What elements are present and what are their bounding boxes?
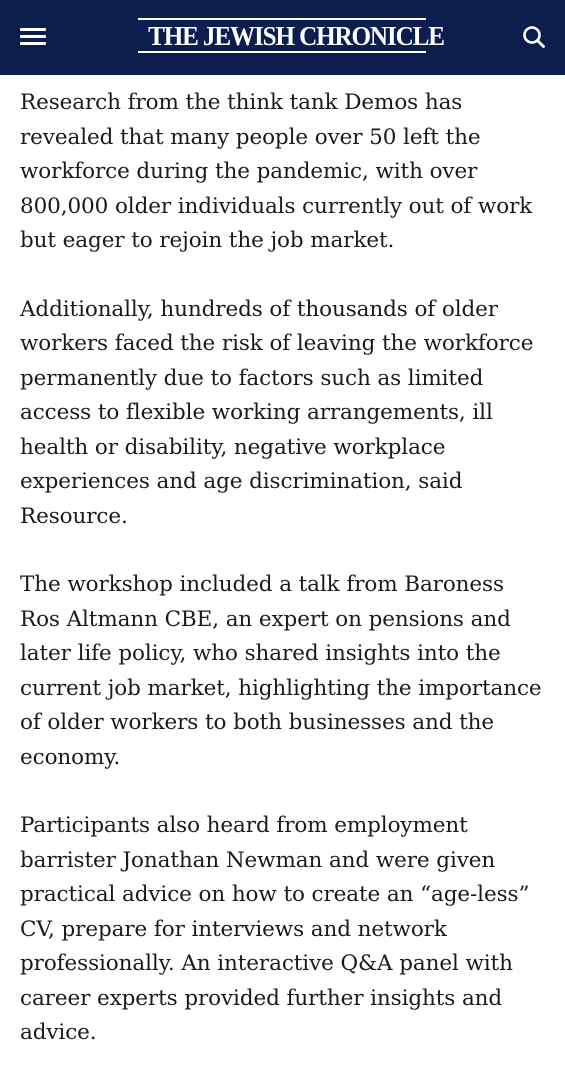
article-paragraph: Additionally, hundreds of thousands of older workers faced the risk of leaving the workforce permanently due to factors such as limited access to flexible working arrangements, ill health or disability, negative workplace experiences and age discrimination, said Resource. bbox=[20, 296, 534, 529]
menu-bar bbox=[20, 35, 46, 38]
menu-bar bbox=[20, 28, 46, 31]
site-logo[interactable] bbox=[138, 17, 444, 57]
logo-bottom-rule bbox=[138, 51, 426, 53]
hamburger-menu-icon[interactable] bbox=[20, 25, 47, 47]
logo-text: THE JEWISH CHRONICLE bbox=[148, 21, 444, 51]
article-paragraph: Participants also heard from employment barrister Jonathan Newman and were given practical advice on how to create an “age-less” CV, prepare for interviews and network professionally. An interactive Q&A panel with career experts provided further insights and advice. bbox=[20, 813, 530, 1045]
article-paragraph: Research from the think tank Demos has revealed that many people over 50 left the workforce during the pandemic, with over 800,000 older individuals currently out of work but eager to rejoin the job market. bbox=[20, 90, 533, 253]
site-header bbox=[0, 0, 565, 75]
article-paragraph: The workshop included a talk from Baroness Ros Altmann CBE, an expert on pensions and later life policy, who shared insights into the current job market, highlighting the importance of older workers to both businesses and the economy. bbox=[20, 572, 542, 770]
menu-bar bbox=[20, 42, 46, 45]
search-icon[interactable] bbox=[521, 24, 547, 50]
article-body bbox=[20, 86, 550, 1085]
